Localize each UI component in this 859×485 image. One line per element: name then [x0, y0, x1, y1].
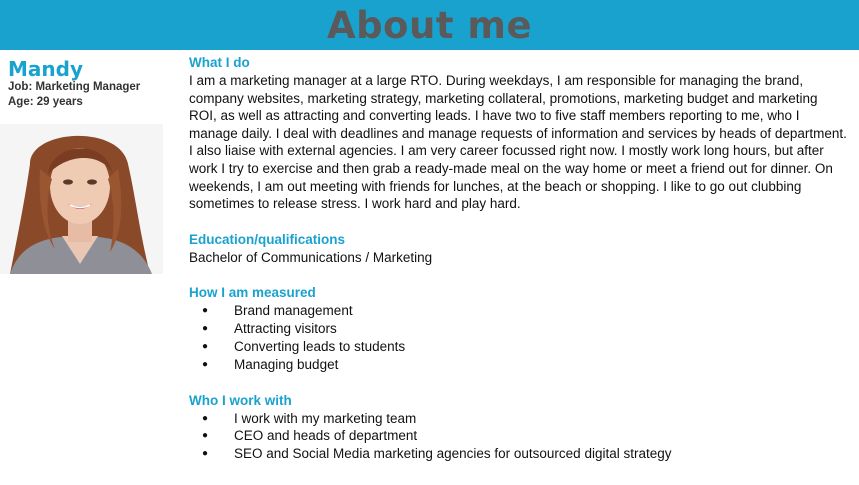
page-title: About me	[326, 3, 533, 47]
education-text: Bachelor of Communications / Marketing	[189, 249, 433, 265]
section-title-measured: How I am measured	[189, 285, 316, 301]
list-item: ● CEO and heads of department	[189, 427, 849, 445]
content	[0, 50, 859, 485]
list-item: ● Brand management	[189, 302, 849, 320]
section-title-what-i-do: What I do	[189, 55, 250, 70]
measured-list	[189, 302, 849, 373]
list-item: ● Managing budget	[189, 356, 849, 374]
list-item: ● I work with my marketing team	[189, 410, 849, 428]
work-with-list	[189, 410, 849, 463]
details-panel	[189, 54, 849, 463]
list-item: ● SEO and Social Media marketing agencies for outsourced digital strategy	[189, 445, 849, 463]
profile-job: Job: Marketing Manager	[8, 81, 141, 93]
what-i-do-text: I am a marketing manager at a large RTO. During weekdays, I am responsible for managing the brand, company websites, marketing strategy, marketing collateral, promotions, marketing budget and marketing ROI, as well as attracting and converting leads. I have two to five staff members reporting to me, who I manage daily. I deal with deadlines and manage requests of information and services by heads of department. I also liaise with external agencies. I am very career focussed right now. I mostly work long hours, but after work I try to exercise and then grab a ready-made meal on the way home or meet a friend out for dinner. On weekends, I am out meeting with friends for lunches, at the beach or shopping. I like to go out clubbing sometimes to release stress. I work hard and play hard.	[189, 73, 847, 212]
profile-panel	[0, 50, 165, 110]
section-title-work-with: Who I work with	[189, 392, 292, 408]
profile-photo	[0, 124, 163, 274]
list-item: ● Converting leads to students	[189, 338, 849, 356]
header-banner	[0, 0, 859, 50]
section-title-education: Education/qualifications	[189, 231, 346, 247]
portrait-illustration	[0, 124, 163, 274]
profile-name: Mandy	[8, 57, 83, 81]
list-item: ● Attracting visitors	[189, 320, 849, 338]
profile-age: Age: 29 years	[8, 96, 83, 108]
